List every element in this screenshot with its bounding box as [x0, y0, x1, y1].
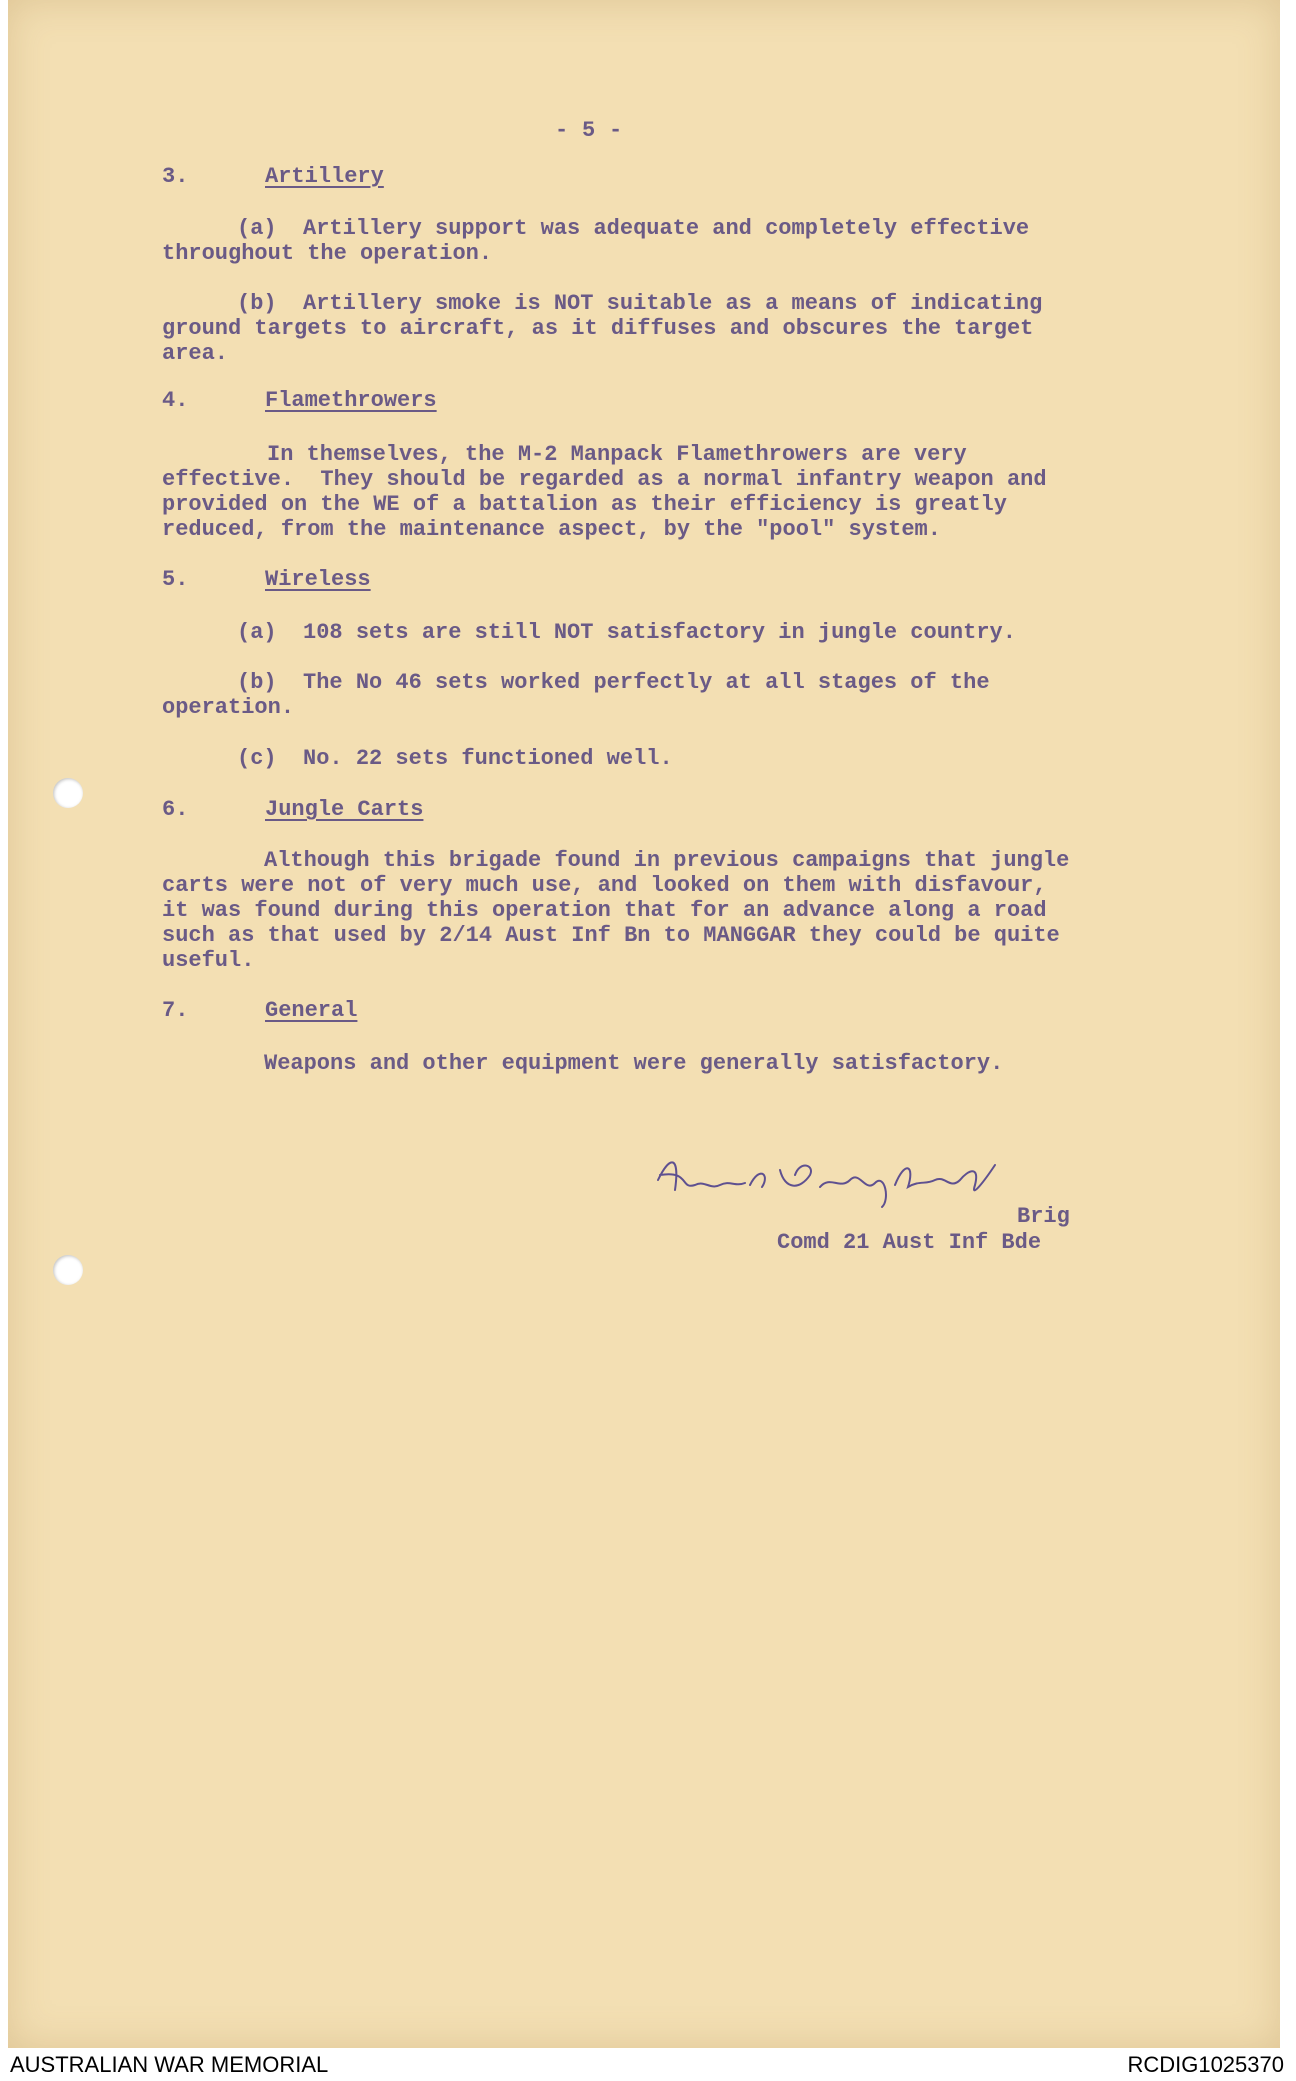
section-number: 7. — [162, 998, 189, 1023]
section-paragraph: Although this brigade found in previous campaigns that jungle carts were not of very much use, and looked on them with disfavour, it was found during this operation that for an advance along a road such as that used by 2/14 Aust Inf Bn to MANGGAR they could be quite useful. — [162, 848, 1070, 973]
section-number: 4. — [162, 388, 189, 413]
section-heading: General — [265, 998, 358, 1023]
section-paragraph: (b) The No 46 sets worked perfectly at all stages of the operation. — [162, 670, 990, 720]
footer-item-id: RCDIG1025370 — [1127, 2052, 1284, 2077]
section-number: 5. — [162, 567, 189, 592]
section-number: 6. — [162, 797, 189, 822]
section-paragraph: (c) No. 22 sets functioned well. — [237, 746, 673, 771]
section-paragraph: (b) Artillery smoke is NOT suitable as a means of indicating ground targets to aircraft, as it diffuses and obscures the target area. — [162, 291, 1043, 366]
section-heading: Flamethrowers — [265, 388, 437, 413]
footer-archive-name: AUSTRALIAN WAR MEMORIAL — [10, 2052, 329, 2077]
section-paragraph: In themselves, the M-2 Manpack Flamethrowers are very effective. They should be regarded as a normal infantry weapon and provided on the WE of a battalion as their efficiency is greatly reduced, from the maintenance aspect, by the "pool" system. — [162, 442, 1047, 542]
section-heading: Jungle Carts — [265, 797, 424, 822]
signatory-appointment: Comd 21 Aust Inf Bde — [777, 1230, 1042, 1255]
section-number: 3. — [162, 164, 189, 189]
punch-hole-top — [53, 778, 83, 808]
page-number: - 5 - — [555, 118, 623, 143]
section-heading: Wireless — [265, 567, 371, 592]
section-paragraph: Weapons and other equipment were generally satisfactory. — [264, 1051, 1004, 1076]
section-paragraph: (a) 108 sets are still NOT satisfactory in jungle country. — [237, 620, 1016, 645]
handwritten-signature — [650, 1145, 1010, 1220]
punch-hole-bottom — [53, 1255, 83, 1285]
section-heading: Artillery — [265, 164, 384, 189]
signatory-rank: Brig — [1017, 1204, 1070, 1229]
section-paragraph: (a) Artillery support was adequate and completely effective throughout the operation. — [162, 216, 1030, 266]
